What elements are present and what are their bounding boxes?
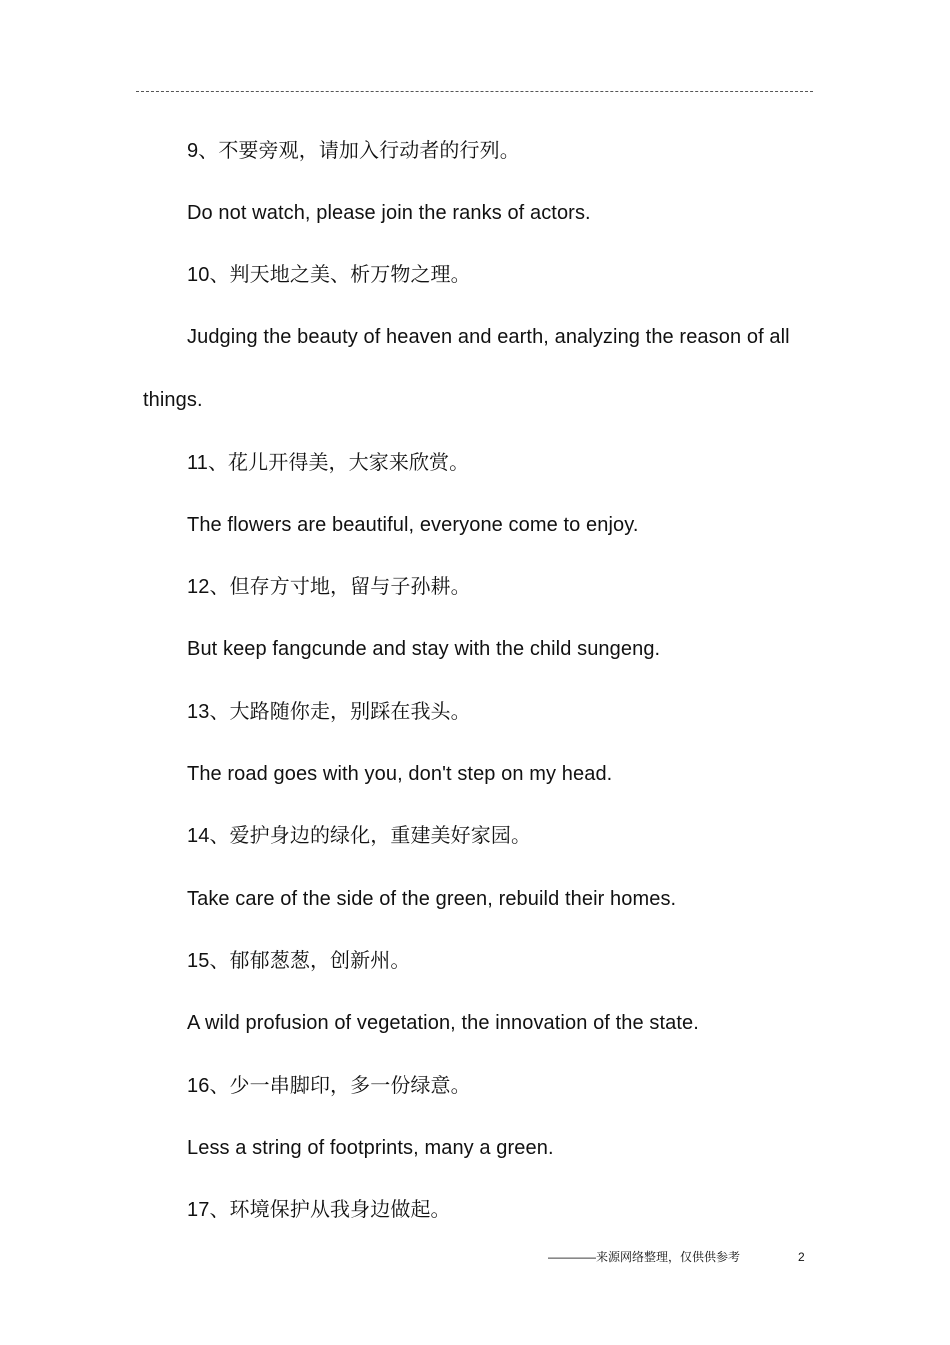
paragraph-line: 17、环境保护从我身边做起。 (187, 1199, 451, 1221)
header-dashed-rule (136, 91, 813, 92)
paragraph-line: 16、少一串脚印，多一份绿意。 (187, 1075, 471, 1097)
paragraph-line: But keep fangcunde and stay with the child sungeng. (187, 638, 661, 660)
paragraph-line: The road goes with you, don't step on my head. (187, 763, 613, 785)
paragraph-line: 11、花儿开得美，大家来欣赏。 (187, 452, 470, 474)
paragraph-line: things. (143, 389, 203, 411)
paragraph-line: 15、郁郁葱葱，创新州。 (187, 950, 411, 972)
paragraph-line: 12、但存方寸地，留与子孙耕。 (187, 576, 471, 598)
footer-source-note: ————来源网络整理，仅供供参考 (548, 1250, 741, 1264)
paragraph-line: Less a string of footprints, many a green. (187, 1137, 554, 1159)
paragraph-line: 10、判天地之美、析万物之理。 (187, 264, 471, 286)
paragraph-line: The flowers are beautiful, everyone come to enjoy. (187, 514, 639, 536)
page-number: 2 (798, 1250, 805, 1264)
paragraph-line: 14、爱护身边的绿化，重建美好家园。 (187, 825, 532, 847)
paragraph-line: Take care of the side of the green, rebuild their homes. (187, 888, 677, 910)
paragraph-line: Do not watch, please join the ranks of actors. (187, 202, 591, 224)
paragraph-line: 9、不要旁观，请加入行动者的行列。 (187, 140, 520, 162)
paragraph-line: 13、大路随你走，别踩在我头。 (187, 701, 471, 723)
paragraph-line: Judging the beauty of heaven and earth, analyzing the reason of all (187, 326, 790, 348)
paragraph-line: A wild profusion of vegetation, the innovation of the state. (187, 1012, 699, 1034)
